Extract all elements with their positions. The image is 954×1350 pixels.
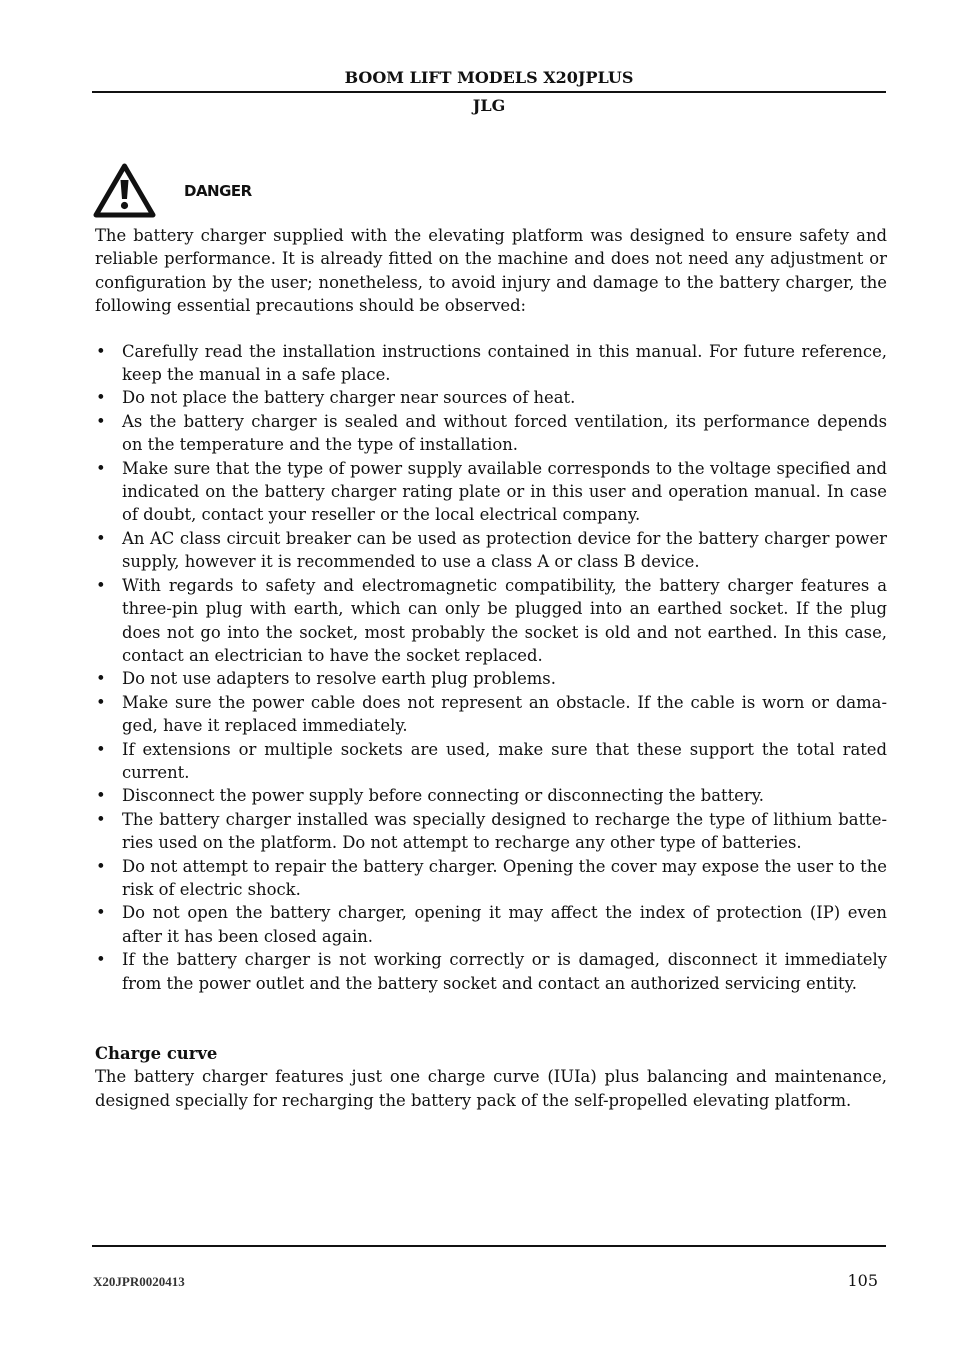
precaution-item: • Disconnect the power supply before connecting or disconnecting the battery. [95,784,887,807]
precaution-item: • Do not open the battery charger, opening it may affect the index of protection (IP) even after it has been closed again. [95,901,887,948]
danger-label: DANGER [184,182,252,200]
charge-curve-heading: Charge curve [95,1044,218,1063]
precaution-item: • The battery charger installed was specially designed to recharge the type of lithium batteries used on the platform. Do not attempt to recharge any other type of batteries. [95,808,887,855]
precaution-item: • Make sure that the type of power supply available corresponds to the voltage specified and indicated on the battery charger rating plate or in this user and operation manual. In case of doubt, contact your reseller or the local electrical company. [95,457,887,527]
main-content [95,224,887,1112]
precautions-list [95,340,887,995]
danger-intro: The battery charger supplied with the elevating platform was designed to ensure safety and reliable performance. It is already fitted on the machine and does not need any adjustment or configuration by the user; nonetheless, to avoid injury and damage to the battery charger, the following essential precautions should be observed: [95,226,887,316]
warning-triangle-icon [93,163,156,218]
precaution-item: • Make sure the power cable does not represent an obstacle. If the cable is worn or damaged, have it replaced immediately. [95,691,887,738]
precaution-item: • An AC class circuit breaker can be used as protection device for the battery charger power supply, however it is recommended to use a class A or class B device. [95,527,887,574]
page-header-title: BOOM LIFT MODELS X20JPLUS [344,68,634,87]
document-code: X20JPR0020413 [93,1274,185,1289]
precaution-item: • Carefully read the installation instructions contained in this manual. For future reference, keep the manual in a safe place. [95,340,887,387]
precaution-item: • Do not attempt to repair the battery charger. Opening the cover may expose the user to the risk of electric shock. [95,855,887,902]
precaution-item: • If extensions or multiple sockets are used, make sure that these support the total rated current. [95,738,887,785]
precaution-item: • If the battery charger is not working correctly or is damaged, disconnect it immediately from the power outlet and the battery socket and contact an authorized servicing entity. [95,948,887,995]
header-rule [92,91,886,93]
page-number: 105 [847,1271,878,1290]
page-header-brand: JLG [472,96,506,115]
precaution-item: • With regards to safety and electromagnetic compatibility, the battery charger features a three-pin plug with earth, which can only be plugged into an earthed socket. If the plug does not go into the socket, most probably the socket is old and not earthed. In this case, contact an electrician to have the socket replaced. [95,574,887,668]
footer-rule [92,1245,886,1247]
charge-curve-text: The battery charger features just one charge curve (IUIa) plus balancing and maintenance, designed specially for recharging the battery pack of the self-propelled elevating platform. [95,1067,887,1110]
precaution-item: • As the battery charger is sealed and without forced ventilation, its performance depends on the temperature and the type of installation. [95,410,887,457]
precaution-item: • Do not place the battery charger near sources of heat. [95,386,887,409]
precaution-item: • Do not use adapters to resolve earth plug problems. [95,667,887,690]
